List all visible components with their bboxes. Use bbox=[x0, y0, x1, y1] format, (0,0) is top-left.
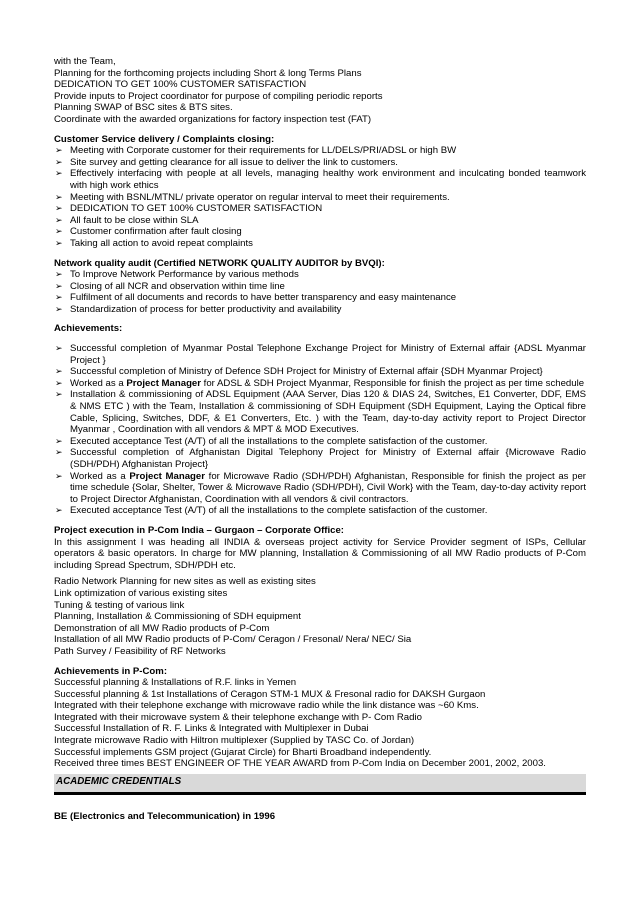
bullet-text: Closing of all NCR and observation within time line bbox=[70, 280, 285, 292]
resume-page bbox=[54, 56, 586, 822]
bullet-item bbox=[54, 269, 586, 281]
arrow-bullet-icon: ➢ bbox=[55, 145, 63, 156]
pcom-achievements-heading: Achievements in P-Com: bbox=[54, 665, 168, 677]
achievements-heading: Achievements: bbox=[54, 323, 123, 335]
arrow-bullet-icon: ➢ bbox=[55, 156, 63, 167]
arrow-bullet-icon: ➢ bbox=[55, 280, 63, 291]
bullet-item bbox=[54, 215, 586, 227]
network-audit-list bbox=[54, 269, 586, 315]
achievement-text-post: for ADSL & SDH Project Myanmar, Responsible for finish the project as per time schedule bbox=[201, 377, 585, 389]
achievement-text-pre: Worked as a bbox=[70, 377, 127, 389]
bullet-item bbox=[54, 192, 586, 204]
achievement-item bbox=[54, 343, 586, 366]
pcom-line: Radio Network Planning for new sites as well as existing sites bbox=[54, 576, 316, 588]
arrow-bullet-icon: ➢ bbox=[55, 191, 63, 202]
intro-line: Planning SWAP of BSC sites & BTS sites. bbox=[54, 102, 233, 114]
bullet-text: Fulfilment of all documents and records to have better transparency and easy maintenance bbox=[70, 292, 457, 304]
achievement-text-bold: Project Manager bbox=[126, 377, 202, 389]
achievement-text-pre: Executed acceptance Test (A/T) of all the installations to the complete satisfaction of the customer. bbox=[70, 505, 488, 517]
bullet-item bbox=[54, 292, 586, 304]
intro-line: Provide inputs to Project coordinator for purpose of compiling periodic reports bbox=[54, 90, 383, 102]
bullet-text: Standardization of process for better productivity and availability bbox=[70, 303, 342, 315]
pcom-achievement-line: Successful planning & Installations of R.F. links in Yemen bbox=[54, 677, 297, 689]
pcom-line: Path Survey / Feasibility of RF Networks bbox=[54, 645, 226, 657]
pcom-achievement-line: Successful implements GSM project (Gujarat Circle) for Bharti Broadband independently. bbox=[54, 746, 432, 758]
achievement-item bbox=[54, 389, 586, 435]
achievement-item bbox=[54, 505, 586, 517]
bullet-item bbox=[54, 304, 586, 316]
arrow-bullet-icon: ➢ bbox=[55, 377, 63, 388]
arrow-bullet-icon: ➢ bbox=[55, 237, 63, 248]
bullet-item bbox=[54, 226, 586, 238]
achievement-item bbox=[54, 447, 586, 470]
pcom-achievement-line: Integrated with their microwave system & their telephone exchange with P- Com Radio bbox=[54, 711, 422, 723]
arrow-bullet-icon: ➢ bbox=[55, 292, 63, 303]
network-audit-heading: Network quality audit (Certified NETWORK QUALITY AUDITOR by BVQI): bbox=[54, 257, 385, 269]
degree-line: BE (Electronics and Telecommunication) in 1996 bbox=[54, 810, 276, 822]
academic-section-title: ACADEMIC CREDENTIALS bbox=[56, 775, 182, 787]
bullet-item bbox=[54, 168, 586, 191]
arrow-bullet-icon: ➢ bbox=[55, 505, 63, 516]
pcom-achievement-line: Successful planning & 1st Installations of Ceragon STM-1 MUX & Fresonal radio for DAKSH Gurgaon bbox=[54, 688, 486, 700]
achievement-item bbox=[54, 471, 586, 506]
pcom-achievement-line: Integrate microwave Radio with Hiltron multiplexer (Supplied by TASC Co. of Jordan) bbox=[54, 735, 415, 747]
achievements-list bbox=[54, 343, 586, 517]
pcom-achievements-lines bbox=[54, 677, 586, 770]
bullet-text: Site survey and getting clearance for all issue to deliver the link to customers. bbox=[70, 156, 398, 168]
pcom-heading: Project execution in P-Com India – Gurgaon – Corporate Office: bbox=[54, 524, 344, 536]
bullet-item bbox=[54, 157, 586, 169]
achievement-item bbox=[54, 436, 586, 448]
bullet-text: Effectively interfacing with people at all levels, managing healthy work environment and inculcating bonded teamwork with high work ethics bbox=[70, 168, 586, 191]
bullet-item bbox=[54, 203, 586, 215]
intro-line: Coordinate with the awarded organizations for factory inspection test (FAT) bbox=[54, 113, 372, 125]
achievement-item bbox=[54, 378, 586, 390]
pcom-lines bbox=[54, 576, 586, 657]
pcom-line: Link optimization of various existing sites bbox=[54, 587, 228, 599]
achievement-text-pre: Executed acceptance Test (A/T) of all the installations to the complete satisfaction of the customer. bbox=[70, 435, 488, 447]
bullet-item bbox=[54, 145, 586, 157]
pcom-line: Tuning & testing of various link bbox=[54, 599, 185, 611]
bullet-text: Meeting with BSNL/MTNL/ private operator on regular interval to meet their requirements. bbox=[70, 191, 450, 203]
pcom-achievement-line: Integrated with their telephone exchange with microwave radio while the link distance was ~60 Kms. bbox=[54, 700, 479, 712]
pcom-line: Installation of all MW Radio products of P-Com/ Ceragon / Fresonal/ Nera/ NEC/ Sia bbox=[54, 634, 412, 646]
bullet-text: Taking all action to avoid repeat complaints bbox=[70, 237, 253, 249]
bullet-item bbox=[54, 281, 586, 293]
achievement-item bbox=[54, 366, 586, 378]
pcom-achievement-line: Successful Installation of R. F. Links & Integrated with Multiplexer in Dubai bbox=[54, 723, 369, 735]
arrow-bullet-icon: ➢ bbox=[55, 366, 63, 377]
pcom-line: Planning, Installation & Commissioning of SDH equipment bbox=[54, 611, 301, 623]
intro-line: Planning for the forthcoming projects including Short & long Terms Plans bbox=[54, 67, 362, 79]
arrow-bullet-icon: ➢ bbox=[55, 447, 63, 458]
pcom-paragraph: In this assignment I was heading all INDIA & overseas project activity for Service Provider segment of ISPs, Cellular operators & basic operators. In charge for MW planning, Installation & Commissioning of all MW Radio products of P-Com including Spread Spectrum, SDH/PDH etc. bbox=[54, 536, 586, 571]
achievement-text-pre: Installation & commissioning of ADSL Equipment (AAA Server, Dias 120 & DIAS 24, Switches, E1 Converter, DDF, EMS & NMS ETC ) with the Team, Installation & commissioning of SDH Equipment (SDH Equipment, Laying the Optical fibre Cable, Splicing, Switches, DDF, & E1 Converters, Etc. ) with the Team, day-to-day activity report to Project Director Myanmar , Coordination with all vendors & MPT & MOD Executives. bbox=[70, 389, 586, 436]
arrow-bullet-icon: ➢ bbox=[55, 226, 63, 237]
customer-service-heading: Customer Service delivery / Complaints closing: bbox=[54, 133, 275, 145]
arrow-bullet-icon: ➢ bbox=[55, 168, 63, 179]
bullet-text: Customer confirmation after fault closing bbox=[70, 226, 242, 238]
achievement-text-pre: Worked as a bbox=[70, 470, 130, 482]
pcom-line: Demonstration of all MW Radio products of P-Com bbox=[54, 622, 270, 634]
bullet-text: To Improve Network Performance by various methods bbox=[70, 269, 299, 281]
customer-service-list bbox=[54, 145, 586, 249]
arrow-bullet-icon: ➢ bbox=[55, 303, 63, 314]
academic-section-bar bbox=[54, 774, 586, 795]
intro-line: DEDICATION TO GET 100% CUSTOMER SATISFACTION bbox=[54, 79, 307, 91]
intro-block bbox=[54, 56, 586, 126]
intro-line: with the Team, bbox=[54, 56, 116, 67]
bullet-text: All fault to be close within SLA bbox=[70, 214, 199, 226]
arrow-bullet-icon: ➢ bbox=[55, 269, 63, 280]
arrow-bullet-icon: ➢ bbox=[55, 214, 63, 225]
arrow-bullet-icon: ➢ bbox=[55, 389, 63, 400]
arrow-bullet-icon: ➢ bbox=[55, 470, 63, 481]
achievement-text-bold: Project Manager bbox=[129, 470, 205, 482]
arrow-bullet-icon: ➢ bbox=[55, 343, 63, 354]
achievement-text-post: for Microwave Radio (SDH/PDH) Afghanistan, Responsible for finish the project as per time schedule {Solar, Shelter, Tower & Microwave Radio (SDH/PDH), Civil Work} with the Team, day-to-day activity report to Project Director Afghanistan, Coordination with all vendors & civil contractors. bbox=[70, 470, 586, 505]
achievement-text-pre: Successful completion of Afghanistan Digital Telephony Project for Ministry of External affair {Microwave Radio (SDH/PDH) Afghanistan Project} bbox=[70, 447, 586, 470]
bullet-text: DEDICATION TO GET 100% CUSTOMER SATISFACTION bbox=[70, 203, 323, 215]
bullet-item bbox=[54, 238, 586, 250]
arrow-bullet-icon: ➢ bbox=[55, 435, 63, 446]
bullet-text: Meeting with Corporate customer for their requirements for LL/DELS/PRI/ADSL or high BW bbox=[70, 145, 457, 157]
achievement-text-pre: Successful completion of Ministry of Defence SDH Project for Ministry of External affair {SDH Myanmar Project} bbox=[70, 366, 543, 378]
arrow-bullet-icon: ➢ bbox=[55, 203, 63, 214]
pcom-achievement-line: Received three times BEST ENGINEER OF THE YEAR AWARD from P-Com India on December 2001, 2002, 2003. bbox=[54, 758, 546, 770]
achievement-text-pre: Successful completion of Myanmar Postal Telephone Exchange Project for Ministry of External affair {ADSL Myanmar Project } bbox=[70, 343, 586, 366]
